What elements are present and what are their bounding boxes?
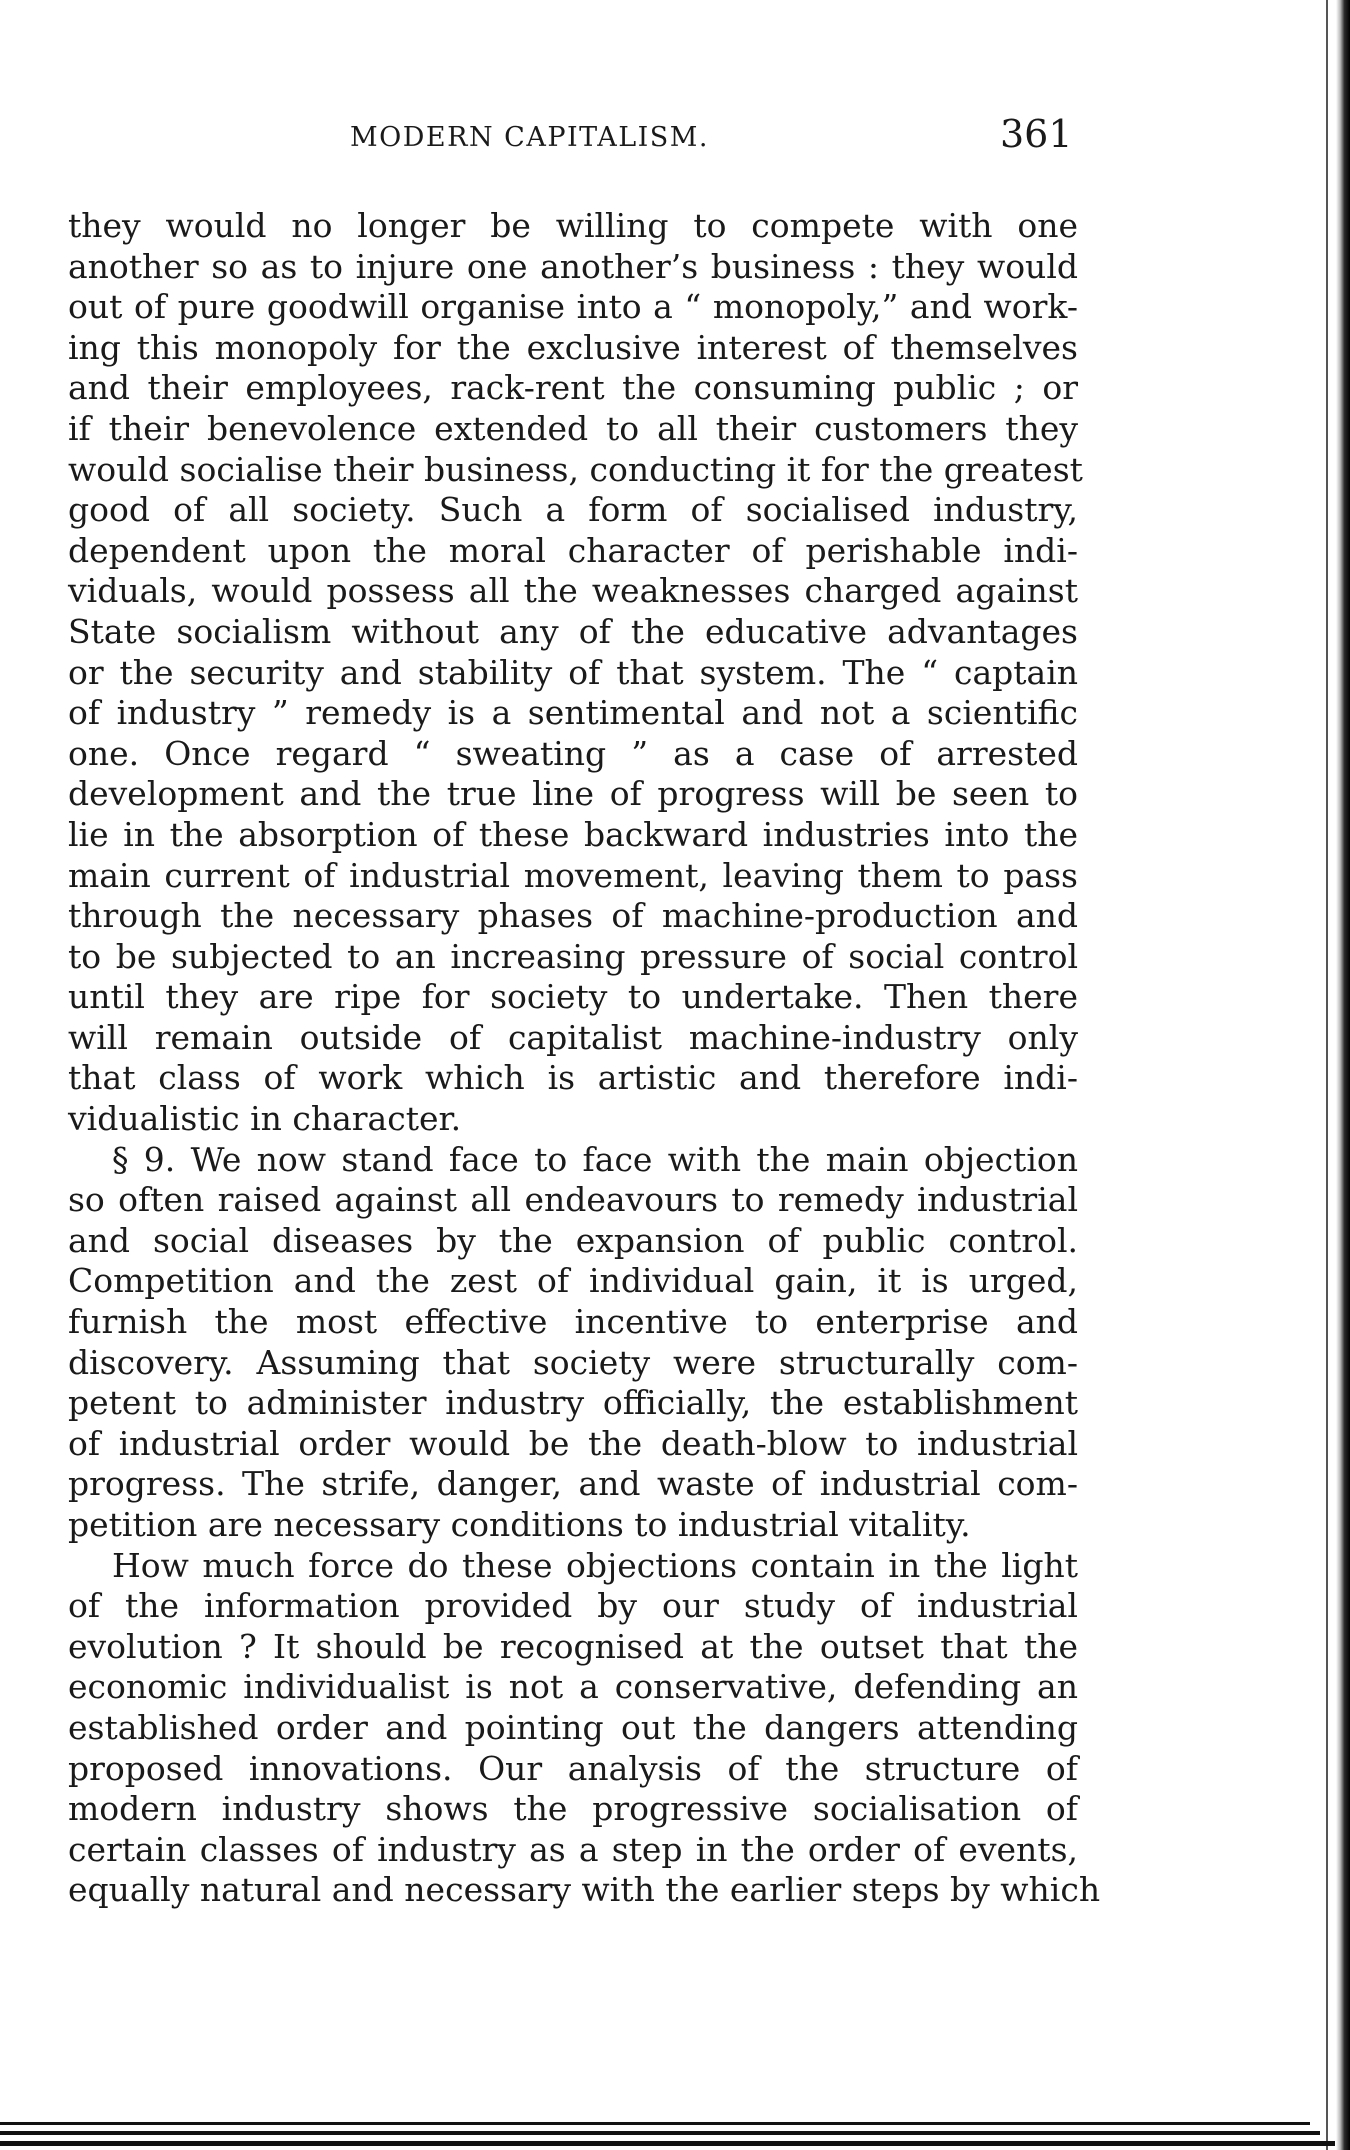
text-line: and social diseases by the expansion of public control. — [68, 1220, 1078, 1260]
text-line: good of all society. Such a form of socialised industry, — [68, 490, 1078, 530]
text-line: to be subjected to an increasing pressure of social control — [68, 936, 1078, 976]
text-line: established order and pointing out the dangers attending — [68, 1707, 1078, 1747]
bottom-edge-rule — [0, 2131, 1320, 2135]
paragraph-first-line: How much force do these objections contain in the light — [112, 1545, 1078, 1585]
text-line: until they are ripe for society to undertake. Then there — [68, 977, 1078, 1017]
bottom-edge-rule — [0, 2141, 1335, 2146]
text-line: dependent upon the moral character of perishable indi- — [68, 530, 1078, 570]
text-line: State socialism without any of the educative advantages — [68, 611, 1078, 651]
section-9-first-line: § 9. We now stand face to face with the main objection — [112, 1139, 1078, 1179]
text-line: petent to administer industry officially, the establishment — [68, 1383, 1078, 1423]
book-spine-shadow — [1336, 0, 1350, 2150]
page-number: 361 — [1000, 112, 1073, 156]
text-line: Competition and the zest of individual gain, it is urged, — [68, 1261, 1078, 1301]
text-line: viduals, would possess all the weaknesses charged against — [68, 571, 1078, 611]
text-line: discovery. Assuming that society were structurally com- — [68, 1342, 1078, 1382]
running-head: MODERN CAPITALISM. — [350, 122, 710, 153]
text-line: out of pure goodwill organise into a “ monopoly,” and work- — [68, 287, 1078, 327]
text-line: or the security and stability of that system. The “ captain — [68, 652, 1078, 692]
page-edge-line — [1326, 0, 1328, 2150]
text-line: if their benevolence extended to all their customers they — [68, 408, 1078, 448]
text-line: will remain outside of capitalist machine-industry only — [68, 1017, 1078, 1057]
text-line: so often raised against all endeavours to remedy industrial — [68, 1180, 1078, 1220]
text-line: certain classes of industry as a step in the order of events, — [68, 1829, 1078, 1869]
text-line: one. Once regard “ sweating ” as a case of arrested — [68, 733, 1078, 773]
text-line: of industrial order would be the death-blow to industrial — [68, 1423, 1078, 1463]
text-line: development and the true line of progress will be seen to — [68, 774, 1078, 814]
text-line: progress. The strife, danger, and waste of industrial com- — [68, 1464, 1078, 1504]
text-line: furnish the most effective incentive to enterprise and — [68, 1302, 1078, 1342]
text-line: modern industry shows the progressive socialisation of — [68, 1789, 1078, 1829]
text-line: of industry ” remedy is a sentimental and not a scientific — [68, 693, 1078, 733]
text-line: they would no longer be willing to compete with one — [68, 206, 1078, 245]
text-line: main current of industrial movement, leaving them to pass — [68, 855, 1078, 895]
text-line: lie in the absorption of these backward industries into the — [68, 814, 1078, 854]
text-line: ing this monopoly for the exclusive interest of themselves — [68, 327, 1078, 367]
text-line: of the information provided by our study of industrial — [68, 1586, 1078, 1626]
text-line: economic individualist is not a conservative, defending an — [68, 1667, 1078, 1707]
text-line: proposed innovations. Our analysis of the structure of — [68, 1748, 1078, 1788]
text-line: and their employees, rack-rent the consuming public ; or — [68, 368, 1078, 408]
text-line: evolution ? It should be recognised at the outset that the — [68, 1626, 1078, 1666]
text-line: another so as to injure one another’s business : they would — [68, 246, 1078, 286]
body-text — [68, 206, 1101, 1911]
text-line: through the necessary phases of machine-production and — [68, 896, 1078, 936]
text-line: equally natural and necessary with the earlier steps by which — [68, 1870, 1101, 1910]
paragraph-end-line: vidualistic in character. — [68, 1099, 462, 1139]
paragraph-end-line: petition are necessary conditions to industrial vitality. — [68, 1505, 971, 1544]
text-line: that class of work which is artistic and therefore indi- — [68, 1058, 1078, 1098]
bottom-edge-rule — [0, 2122, 1310, 2125]
text-line: would socialise their business, conducting it for the greatest — [68, 449, 1083, 489]
